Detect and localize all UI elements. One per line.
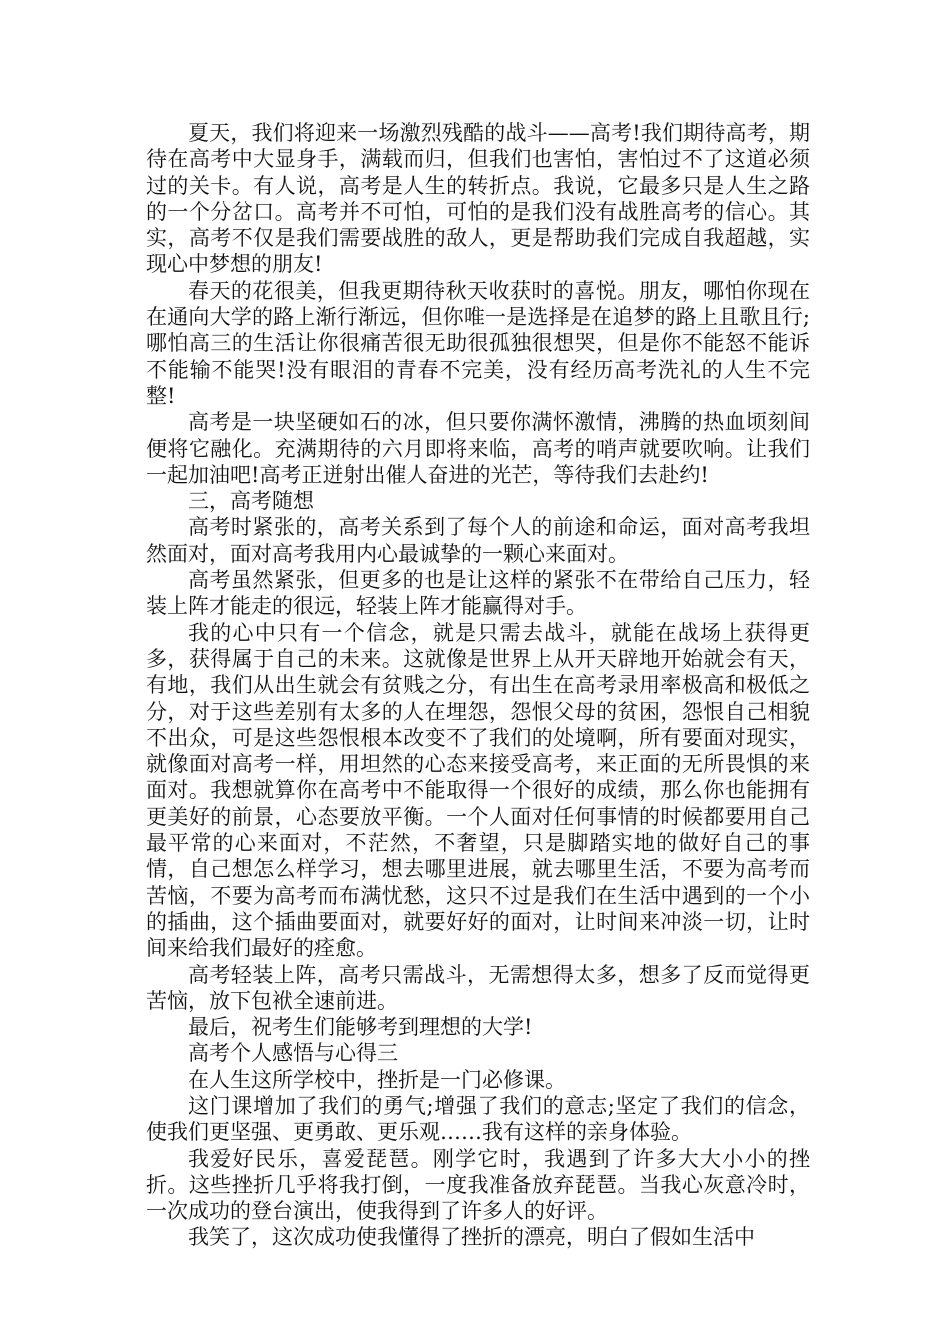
section-heading-reflections-three: 高考个人感悟与心得三	[188, 1041, 398, 1066]
paragraph-single-belief: 我的心中只有一个信念，就是只需去战斗，就能在战场上获得更多，获得属于自己的未来。这就像是世界上从开天辟地开始就会有天，有地，我们从出生就会有贫贱之分，有出生在高考录用率极高和极低之分，对于这些差别有太多的人在埋怨，怨恨父母的贫困，怨恨自己相貌不出众，可是这些怨恨根本改变不了我们的处境啊，所有要面对现实，就像面对高考一样，用坦然的心态来接受高考，来正面的无所畏惧的来面对。我想就算你在高考中不能取得一个很好的成绩，那么你也能拥有更美好的前景，心态要放平衡。一个人面对任何事情的时候都要用自己最平常的心来面对，不茫然，不奢望，只是脚踏实地的做好自己的事情，自己想怎么样学习，想去哪里进展，就去哪里生活，不要为高考而苦恼，不要为高考而布满忧愁，这只不过是我们在生活中遇到的一个小的插曲，这个插曲要面对，就要好好的面对，让时间来冲淡一切，让时间来给我们最好的痊愈。	[146, 620, 810, 961]
paragraph-setback-course: 在人生这所学校中，挫折是一门必修课。	[188, 1067, 566, 1092]
paragraph-smile-success: 我笑了，这次成功使我懂得了挫折的漂亮，明白了假如生活中	[188, 1225, 755, 1250]
paragraph-spring-flowers: 春天的花很美，但我更期待秋天收获时的喜悦。朋友，哪怕你现在在通向大学的路上渐行渐远，但你唯一是选择是在追梦的路上且歌且行;哪怕高三的生活让你很痛苦很无助很孤独很想哭，但是你不能怒不能诉不能输不能哭!没有眼泪的青春不完美，没有经历高考洗礼的人生不完整!	[146, 278, 810, 408]
paragraph-pipa-story: 我爱好民乐，喜爱琵琶。刚学它时，我遇到了许多大大小小的挫折。这些挫折几乎将我打倒，一度我准备放弃琵琶。当我心灰意冷时，一次成功的登台演出，使我得到了许多人的好评。	[146, 1146, 810, 1224]
paragraph-summer-exam: 夏天，我们将迎来一场激烈残酷的战斗——高考!我们期待高考，期待在高考中大显身手，满载而归，但我们也害怕，害怕过不了这道必须过的关卡。有人说，高考是人生的转折点。我说，它最多只是人生之路的一个分岔口。高考并不可怕，可怕的是我们没有战胜高考的信心。其实，高考不仅是我们需要战胜的敌人，更是帮助我们完成自我超越，实现心中梦想的朋友!	[146, 121, 810, 277]
paragraph-final-wish: 最后，祝考生们能够考到理想的大学!	[188, 1015, 533, 1040]
paragraph-exam-tension: 高考时紧张的，高考关系到了每个人的前途和命运，面对高考我坦然面对，面对高考我用内心最诚挚的一颗心来面对。	[146, 515, 810, 566]
document-page	[146, 120, 810, 1251]
paragraph-only-fight: 高考轻装上阵，高考只需战斗，无需想得太多，想多了反而觉得更苦恼，放下包袱全速前进。	[146, 962, 810, 1013]
paragraph-course-benefits: 这门课增加了我们的勇气;增强了我们的意志;坚定了我们的信念，使我们更坚强、更勇敢、更乐观……我有这样的亲身体验。	[146, 1093, 810, 1145]
section-heading-thoughts: 三，高考随想	[188, 489, 314, 514]
paragraph-light-armor: 高考虽然紧张，但更多的也是让这样的紧张不在带给自己压力，轻装上阵才能走的很远，轻装上阵才能赢得对手。	[146, 568, 810, 619]
paragraph-hard-ice: 高考是一块坚硬如石的冰，但只要你满怀激情，沸腾的热血顷刻间便将它融化。充满期待的六月即将来临，高考的哨声就要吹响。让我们一起加油吧!高考正迸射出催人奋进的光芒，等待我们去赴约!	[146, 410, 810, 487]
